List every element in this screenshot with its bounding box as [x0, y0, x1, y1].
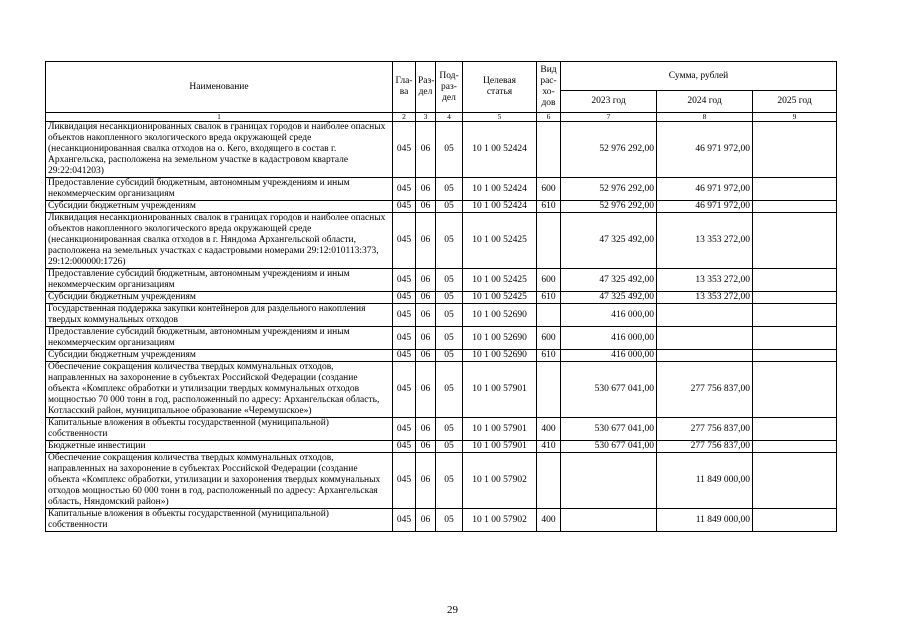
cell-glava: 045 [393, 418, 416, 441]
cell-glava: 045 [393, 201, 416, 213]
table-row [46, 418, 837, 441]
cell-y2023: 47 325 492,00 [561, 292, 657, 304]
cell-y2024: 11 849 000,00 [657, 453, 753, 509]
cell-vid [537, 304, 561, 327]
cell-target: 10 1 00 52424 [463, 201, 537, 213]
cell-vid: 610 [537, 292, 561, 304]
cell-podrazdel: 05 [436, 201, 463, 213]
table-row [46, 453, 837, 509]
cell-name: Субсидии бюджетным учреждениям [46, 350, 393, 362]
page-number: 29 [447, 604, 458, 616]
col-header-2024: 2024 год [657, 91, 753, 113]
budget-table-container [45, 61, 836, 532]
cell-y2023 [561, 509, 657, 532]
cell-y2024: 46 971 972,00 [657, 201, 753, 213]
cell-vid: 600 [537, 327, 561, 350]
cell-name: Ликвидация несанкционированных свалок в границах городов и наиболее опасных объектов накопленного экологического вреда окружающей среде (несанкционированная свалка отходов в г. Няндома Архангельской области, расположена на земельных участках с кадастровыми номерами 29:12:010113:373, 29:12:000000:1726) [46, 213, 393, 269]
cell-razdel: 06 [416, 509, 436, 532]
table-row [46, 327, 837, 350]
cell-y2024: 13 353 272,00 [657, 269, 753, 292]
cell-razdel: 06 [416, 453, 436, 509]
cell-target: 10 1 00 52425 [463, 213, 537, 269]
cell-name: Обеспечение сокращения количества твердых коммунальных отходов, направленных на захоронение в субъектах Российской Федерации (создание объекта «Комплекс обработки, утилизации и захоронения твердых коммунальных отходов мощностью 60 000 тонн в год, расположенный по адресу: Архангельская область, Няндомский район») [46, 453, 393, 509]
col-header-target: Целевая статья [463, 62, 537, 113]
col-number: 3 [416, 113, 436, 122]
cell-name: Предоставление субсидий бюджетным, автономным учреждениям и иным некоммерческим организациям [46, 269, 393, 292]
col-number: 8 [657, 113, 753, 122]
cell-name: Обеспечение сокращения количества твердых коммунальных отходов, направленных на захоронение в субъектах Российской Федерации (создание объекта «Комплекс обработки и утилизации твердых коммунальных отходов мощностью 70 000 тонн в год, расположенный по адресу: Архангельская область, Котласский район, муниципальное образование «Черемушское») [46, 362, 393, 418]
table-row [46, 362, 837, 418]
cell-razdel: 06 [416, 441, 436, 453]
cell-y2023: 47 325 492,00 [561, 213, 657, 269]
cell-y2025 [753, 509, 837, 532]
cell-y2023: 47 325 492,00 [561, 269, 657, 292]
col-header-2025: 2025 год [753, 91, 837, 113]
cell-razdel: 06 [416, 350, 436, 362]
cell-podrazdel: 05 [436, 418, 463, 441]
cell-podrazdel: 05 [436, 350, 463, 362]
cell-name: Предоставление субсидий бюджетным, автономным учреждениям и иным некоммерческим организациям [46, 178, 393, 201]
col-header-vid: Вид рас- хо- дов [537, 62, 561, 113]
cell-y2025 [753, 201, 837, 213]
table-row [46, 213, 837, 269]
cell-target: 10 1 00 57901 [463, 418, 537, 441]
budget-table [45, 61, 837, 532]
cell-target: 10 1 00 52424 [463, 178, 537, 201]
cell-y2023: 416 000,00 [561, 304, 657, 327]
cell-vid: 600 [537, 269, 561, 292]
col-header-name: Наименование [46, 62, 393, 113]
cell-target: 10 1 00 57902 [463, 453, 537, 509]
cell-glava: 045 [393, 304, 416, 327]
cell-y2023 [561, 453, 657, 509]
cell-podrazdel: 05 [436, 122, 463, 178]
cell-razdel: 06 [416, 327, 436, 350]
table-body [46, 122, 837, 532]
cell-podrazdel: 05 [436, 213, 463, 269]
cell-y2023: 530 677 041,00 [561, 362, 657, 418]
table-row [46, 269, 837, 292]
cell-y2024: 277 756 837,00 [657, 441, 753, 453]
col-number: 7 [561, 113, 657, 122]
cell-target: 10 1 00 52425 [463, 269, 537, 292]
cell-vid: 610 [537, 201, 561, 213]
cell-vid [537, 453, 561, 509]
table-row [46, 350, 837, 362]
cell-y2024 [657, 327, 753, 350]
table-row [46, 304, 837, 327]
cell-y2024: 11 849 000,00 [657, 509, 753, 532]
cell-y2024: 13 353 272,00 [657, 292, 753, 304]
cell-y2024 [657, 350, 753, 362]
col-number: 1 [46, 113, 393, 122]
cell-razdel: 06 [416, 304, 436, 327]
cell-podrazdel: 05 [436, 178, 463, 201]
cell-y2024: 46 971 972,00 [657, 122, 753, 178]
cell-razdel: 06 [416, 362, 436, 418]
cell-y2025 [753, 327, 837, 350]
cell-name: Ликвидация несанкционированных свалок в границах городов и наиболее опасных объектов накопленного экологического вреда окружающей среде (несанкционированная свалка отходов на о. Кего, входящего в состав г. Архангельска, расположена на земельном участке в кадастровом квартале 29:22:041203) [46, 122, 393, 178]
cell-podrazdel: 05 [436, 327, 463, 350]
cell-y2023: 52 976 292,00 [561, 122, 657, 178]
cell-razdel: 06 [416, 201, 436, 213]
cell-y2024: 46 971 972,00 [657, 178, 753, 201]
column-number-row [46, 113, 837, 122]
cell-name: Капитальные вложения в объекты государственной (муниципальной) собственности [46, 509, 393, 532]
cell-target: 10 1 00 52424 [463, 122, 537, 178]
cell-y2025 [753, 453, 837, 509]
cell-glava: 045 [393, 509, 416, 532]
cell-razdel: 06 [416, 122, 436, 178]
cell-podrazdel: 05 [436, 292, 463, 304]
col-header-podrazdel: Под- раз- дел [436, 62, 463, 113]
cell-target: 10 1 00 52425 [463, 292, 537, 304]
table-row [46, 201, 837, 213]
cell-y2025 [753, 418, 837, 441]
table-row [46, 509, 837, 532]
cell-glava: 045 [393, 327, 416, 350]
cell-vid [537, 122, 561, 178]
cell-podrazdel: 05 [436, 362, 463, 418]
cell-vid: 400 [537, 509, 561, 532]
cell-glava: 045 [393, 122, 416, 178]
cell-razdel: 06 [416, 213, 436, 269]
cell-target: 10 1 00 52690 [463, 327, 537, 350]
cell-vid [537, 213, 561, 269]
cell-y2025 [753, 122, 837, 178]
col-number: 9 [753, 113, 837, 122]
cell-y2025 [753, 304, 837, 327]
cell-glava: 045 [393, 362, 416, 418]
cell-name: Государственная поддержка закупки контейнеров для раздельного накопления твердых коммунальных отходов [46, 304, 393, 327]
col-number: 2 [393, 113, 416, 122]
cell-y2023: 416 000,00 [561, 327, 657, 350]
cell-glava: 045 [393, 453, 416, 509]
cell-target: 10 1 00 52690 [463, 350, 537, 362]
cell-y2024 [657, 304, 753, 327]
cell-podrazdel: 05 [436, 441, 463, 453]
cell-target: 10 1 00 57902 [463, 509, 537, 532]
cell-y2025 [753, 350, 837, 362]
cell-name: Субсидии бюджетным учреждениям [46, 201, 393, 213]
cell-y2024: 13 353 272,00 [657, 213, 753, 269]
cell-podrazdel: 05 [436, 304, 463, 327]
col-number: 6 [537, 113, 561, 122]
cell-glava: 045 [393, 441, 416, 453]
cell-name: Предоставление субсидий бюджетным, автономным учреждениям и иным некоммерческим организациям [46, 327, 393, 350]
cell-vid [537, 362, 561, 418]
cell-glava: 045 [393, 178, 416, 201]
cell-y2025 [753, 178, 837, 201]
cell-razdel: 06 [416, 178, 436, 201]
table-row [46, 178, 837, 201]
cell-y2025 [753, 269, 837, 292]
cell-podrazdel: 05 [436, 509, 463, 532]
cell-vid: 600 [537, 178, 561, 201]
cell-glava: 045 [393, 292, 416, 304]
col-header-razdel: Раз- дел [416, 62, 436, 113]
cell-glava: 045 [393, 213, 416, 269]
col-header-2023: 2023 год [561, 91, 657, 113]
cell-glava: 045 [393, 269, 416, 292]
table-row [46, 122, 837, 178]
cell-vid: 610 [537, 350, 561, 362]
cell-vid: 400 [537, 418, 561, 441]
col-number: 5 [463, 113, 537, 122]
cell-name: Субсидии бюджетным учреждениям [46, 292, 393, 304]
cell-y2025 [753, 441, 837, 453]
cell-y2025 [753, 362, 837, 418]
cell-y2025 [753, 213, 837, 269]
cell-target: 10 1 00 57901 [463, 441, 537, 453]
cell-y2023: 52 976 292,00 [561, 178, 657, 201]
col-header-glava: Гла- ва [393, 62, 416, 113]
cell-podrazdel: 05 [436, 269, 463, 292]
col-number: 4 [436, 113, 463, 122]
cell-y2023: 52 976 292,00 [561, 201, 657, 213]
cell-y2025 [753, 292, 837, 304]
cell-razdel: 06 [416, 292, 436, 304]
cell-podrazdel: 05 [436, 453, 463, 509]
col-header-sum: Сумма, рублей [561, 62, 837, 91]
table-row [46, 441, 837, 453]
cell-razdel: 06 [416, 418, 436, 441]
cell-target: 10 1 00 52690 [463, 304, 537, 327]
cell-y2023: 530 677 041,00 [561, 418, 657, 441]
cell-glava: 045 [393, 350, 416, 362]
cell-y2023: 416 000,00 [561, 350, 657, 362]
cell-razdel: 06 [416, 269, 436, 292]
cell-name: Капитальные вложения в объекты государственной (муниципальной) собственности [46, 418, 393, 441]
cell-y2024: 277 756 837,00 [657, 418, 753, 441]
cell-y2023: 530 677 041,00 [561, 441, 657, 453]
cell-name: Бюджетные инвестиции [46, 441, 393, 453]
cell-target: 10 1 00 57901 [463, 362, 537, 418]
table-row [46, 292, 837, 304]
cell-vid: 410 [537, 441, 561, 453]
cell-y2024: 277 756 837,00 [657, 362, 753, 418]
